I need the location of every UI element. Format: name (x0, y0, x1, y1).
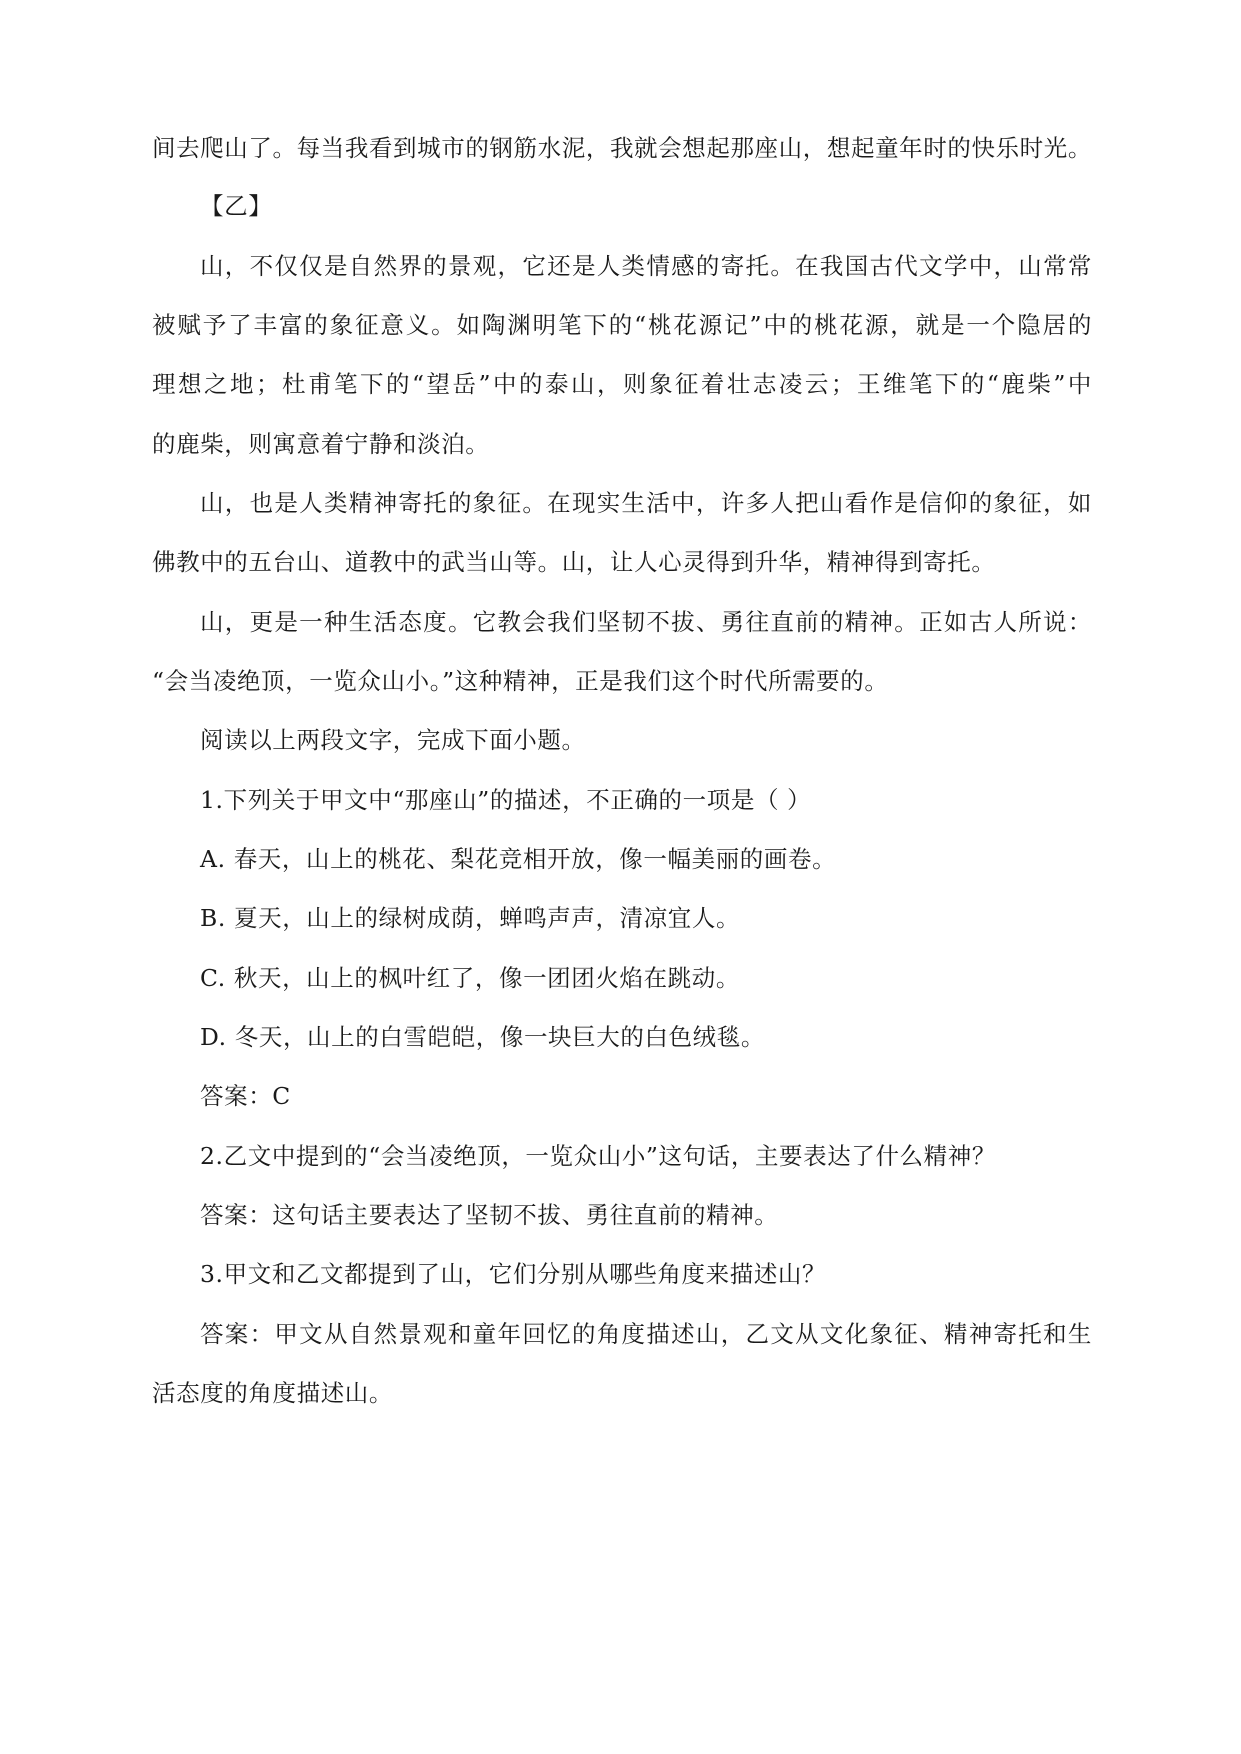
question-1-option-a: A. 春天，山上的桃花、梨花竞相开放，像一幅美丽的画卷。 (200, 845, 837, 873)
section-yi-p1-line-3: 理想之地；杜甫笔下的“望岳”中的泰山，则象征着壮志凌云；王维笔下的“鹿柴”中 (152, 370, 1092, 398)
question-2-answer: 答案：这句话主要表达了坚韧不拔、勇往直前的精神。 (200, 1201, 779, 1229)
question-1-answer: 答案：C (200, 1082, 291, 1110)
question-2-stem: 2.乙文中提到的“会当凌绝顶，一览众山小”这句话，主要表达了什么精神？ (200, 1142, 996, 1170)
question-1-stem: 1.下列关于甲文中“那座山”的描述，不正确的一项是（ ） (200, 786, 812, 814)
section-yi-p3-line-2: “会当凌绝顶，一览众山小。”这种精神，正是我们这个时代所需要的。 (152, 667, 889, 695)
question-1-option-b: B. 夏天，山上的绿树成荫，蝉鸣声声，清凉宜人。 (200, 904, 741, 932)
question-3-answer-line-1: 答案：甲文从自然景观和童年回忆的角度描述山，乙文从文化象征、精神寄托和生 (200, 1320, 1092, 1348)
question-3-answer-line-2: 活态度的角度描述山。 (152, 1379, 393, 1407)
section-yi-p3-line-1: 山，更是一种生活态度。它教会我们坚韧不拔、勇往直前的精神。正如古人所说： (200, 608, 1092, 636)
reading-instruction: 阅读以上两段文字，完成下面小题。 (200, 726, 586, 754)
section-yi-p2-line-2: 佛教中的五台山、道教中的武当山等。山，让人心灵得到升华，精神得到寄托。 (152, 548, 996, 576)
section-yi-p1-line-2: 被赋予了丰富的象征意义。如陶渊明笔下的“桃花源记”中的桃花源，就是一个隐居的 (152, 311, 1092, 339)
intro-continuation-line: 间去爬山了。每当我看到城市的钢筋水泥，我就会想起那座山，想起童年时的快乐时光。 (152, 134, 1092, 162)
section-yi-p1-line-1: 山，不仅仅是自然界的景观，它还是人类情感的寄托。在我国古代文学中，山常常 (200, 252, 1092, 280)
question-1-option-c: C. 秋天，山上的枫叶红了，像一团团火焰在跳动。 (200, 964, 740, 992)
section-yi-p2-line-1: 山，也是人类精神寄托的象征。在现实生活中，许多人把山看作是信仰的象征，如 (200, 489, 1092, 517)
question-1-option-d: D. 冬天，山上的白雪皑皑，像一块巨大的白色绒毯。 (200, 1023, 765, 1051)
question-3-stem: 3.甲文和乙文都提到了山，它们分别从哪些角度来描述山？ (200, 1260, 827, 1288)
section-yi-p1-line-4: 的鹿柴，则寓意着宁静和淡泊。 (152, 430, 490, 458)
section-yi-heading: 【乙】 (200, 192, 273, 220)
